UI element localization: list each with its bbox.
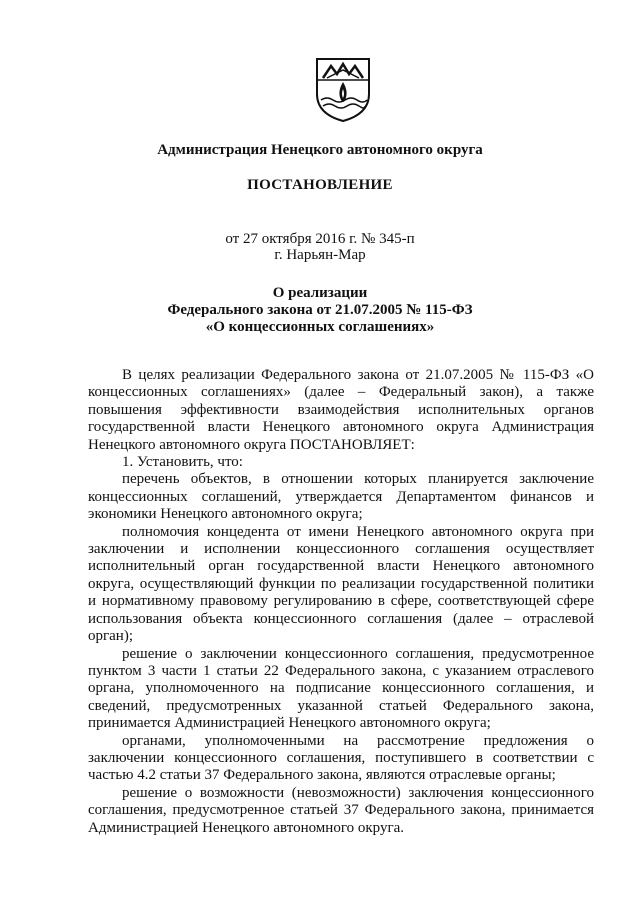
body-paragraph: полномочия концедента от имени Ненецкого автономного округа при заключении и исполнении концессионного соглашения осуществляет исполнительный орган государственной власти Ненецкого автономного округа, осуществляющий функции по реализации государственной политики и нормативному правовому регулированию в сфере, соответствующей сфере использования объекта концессионного соглашения (далее – отраслевой орган); (88, 523, 594, 645)
nao-coat-of-arms-icon (313, 56, 373, 124)
document-type: ПОСТАНОВЛЕНИЕ (247, 177, 393, 193)
document-city: г. Нарьян-Мар (274, 247, 366, 263)
document-title-line-3: «О концессионных соглашениях» (205, 319, 435, 335)
body-paragraph: перечень объектов, в отношении которых планируется заключение концессионных соглашений, утверждается Департаментом финансов и экономики Ненецкого автономного округа; (88, 471, 594, 523)
document-date-number: от 27 октября 2016 г. № 345-п (225, 231, 415, 247)
body-paragraph: 1. Установить, что: (122, 454, 243, 471)
organization-name: Администрация Ненецкого автономного округа (157, 142, 483, 158)
document-title-line-1: О реализации (272, 285, 368, 301)
body-paragraph: решение о заключении концессионного соглашения, предусмотренное пунктом 3 части 1 статьи 22 Федерального закона, с указанием отраслевого органа, уполномоченного на подписание концессионного соглашения, и сведений, предусмотренных указанной статьей Федерального закона, принимается Администрацией Ненецкого автономного округа; (88, 645, 594, 732)
document-body (88, 367, 594, 837)
body-paragraph: органами, уполномоченными на рассмотрение предложения о заключении концессионного соглашения, поступившего в соответствии с частью 4.2 статьи 37 Федерального закона, являются отраслевые органы; (88, 732, 594, 784)
document-title-line-2: Федерального закона от 21.07.2005 № 115-ФЗ (167, 302, 473, 318)
body-paragraph: решение о возможности (невозможности) заключения концессионного соглашения, предусмотренное статьей 37 Федерального закона, принимается Администрацией Ненецкого автономного округа. (88, 784, 594, 836)
body-paragraph: В целях реализации Федерального закона от 21.07.2005 № 115-ФЗ «О концессионных соглашениях» (далее – Федеральный закон), а также повышения эффективности взаимодействия исполнительных органов государственной власти Ненецкого автономного округа Администрация Ненецкого автономного округа ПОСТАНОВЛЯЕТ: (88, 367, 594, 453)
